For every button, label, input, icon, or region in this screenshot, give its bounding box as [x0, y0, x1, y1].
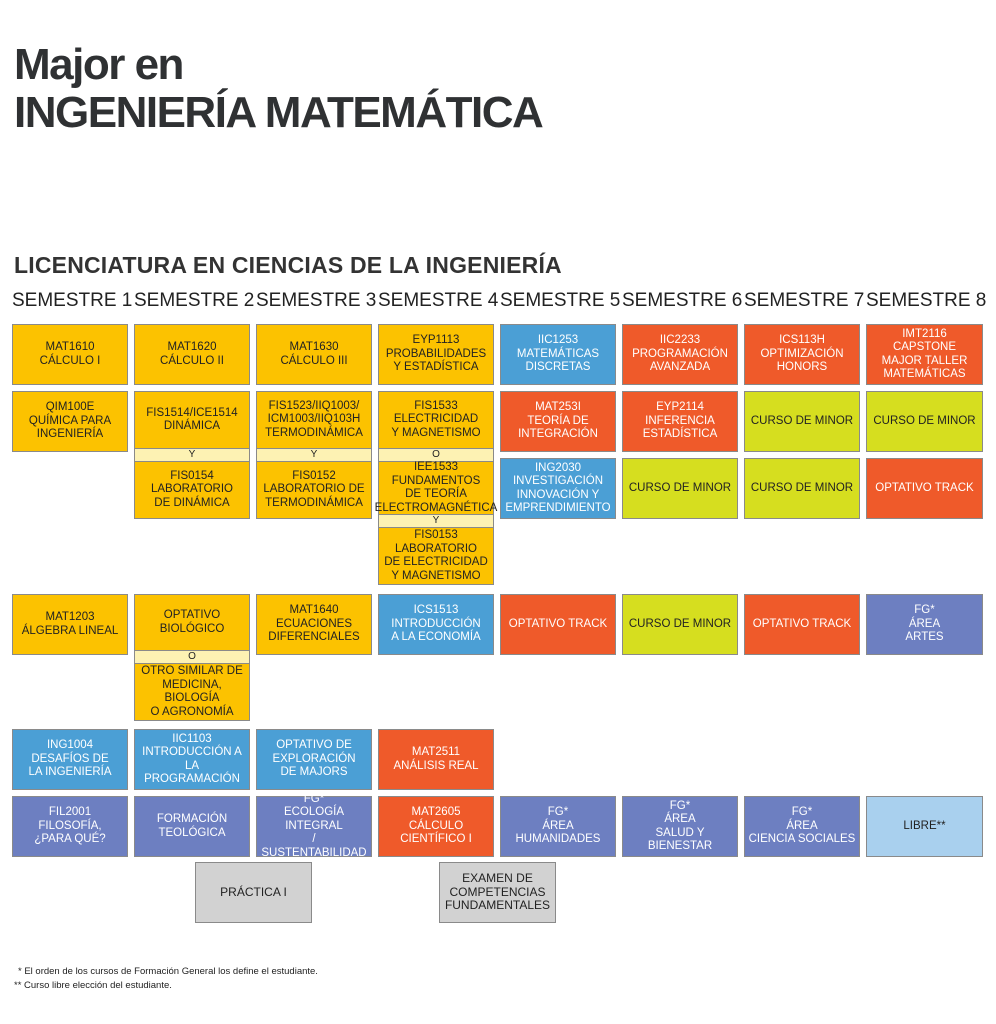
course-box: FIS0152 LABORATORIO DE TERMODINÁMICA	[256, 461, 372, 519]
course-box: CURSO DE MINOR	[622, 458, 738, 519]
course-box: FG* ÁREA CIENCIA SOCIALES	[744, 796, 860, 857]
semester-header-1: SEMESTRE 1	[12, 290, 133, 311]
course-box: OPTATIVO TRACK	[500, 594, 616, 655]
title-line-2: INGENIERÍA MATEMÁTICA	[14, 88, 543, 137]
footnote-2: ** Curso libre elección del estudiante.	[14, 980, 172, 991]
course-box: FIS0154 LABORATORIO DE DINÁMICA	[134, 461, 250, 519]
semester-header-8: SEMESTRE 8	[866, 290, 987, 311]
course-box: OPTATIVO BIOLÓGICO	[134, 594, 250, 651]
course-box: IMT2116 CAPSTONE MAJOR TALLER MATEMÁTICAS	[866, 324, 983, 385]
title-line-1: Major en	[14, 40, 183, 89]
course-box: MAT2605 CÁLCULO CIENTÍFICO I	[378, 796, 494, 857]
course-box: FG* ÁREA ARTES	[866, 594, 983, 655]
course-box: OPTATIVO TRACK	[866, 458, 983, 519]
semester-header-5: SEMESTRE 5	[500, 290, 621, 311]
course-box: FIS1523/IIQ1003/ ICM1003/IIQ103H TERMODINÁMICA	[256, 391, 372, 449]
semester-header-7: SEMESTRE 7	[744, 290, 865, 311]
course-box: IIC2233 PROGRAMACIÓN AVANZADA	[622, 324, 738, 385]
course-box: OPTATIVO TRACK	[744, 594, 860, 655]
exam-box: EXAMEN DE COMPETENCIAS FUNDAMENTALES	[439, 862, 556, 923]
course-box: CURSO DE MINOR	[622, 594, 738, 655]
course-box: QIM100E QUÍMICA PARA INGENIERÍA	[12, 391, 128, 452]
course-box: MAT1610 CÁLCULO I	[12, 324, 128, 385]
course-box: FIS1514/ICE1514 DINÁMICA	[134, 391, 250, 449]
course-box: FIL2001 FILOSOFÍA, ¿PARA QUÉ?	[12, 796, 128, 857]
course-box: FIS0153 LABORATORIO DE ELECTRICIDAD Y MAGNETISMO	[378, 527, 494, 585]
or-connector: O	[134, 651, 250, 663]
or-connector: O	[378, 449, 494, 461]
course-box: ING2030 INVESTIGACIÓN INNOVACIÓN Y EMPRENDIMIENTO	[500, 458, 616, 519]
course-box: CURSO DE MINOR	[744, 458, 860, 519]
subtitle: LICENCIATURA EN CIENCIAS DE LA INGENIERÍA	[14, 252, 562, 278]
course-box: IIC1103 INTRODUCCIÓN A LA PROGRAMACIÓN	[134, 729, 250, 790]
practica-box: PRÁCTICA I	[195, 862, 312, 923]
course-box: FG* ÁREA HUMANIDADES	[500, 796, 616, 857]
course-box: EYP2114 INFERENCIA ESTADÍSTICA	[622, 391, 738, 452]
course-box: ICS113H OPTIMIZACIÓN HONORS	[744, 324, 860, 385]
course-box: MAT1620 CÁLCULO II	[134, 324, 250, 385]
course-box: IIC1253 MATEMÁTICAS DISCRETAS	[500, 324, 616, 385]
course-box: MAT253I TEORÍA DE INTEGRACIÓN	[500, 391, 616, 452]
semester-header-3: SEMESTRE 3	[256, 290, 377, 311]
semester-header-4: SEMESTRE 4	[378, 290, 499, 311]
and-connector: Y	[256, 449, 372, 461]
footnote-1: * El orden de los cursos de Formación General los define el estudiante.	[18, 966, 318, 977]
course-box: CURSO DE MINOR	[744, 391, 860, 452]
course-box: MAT2511 ANÁLISIS REAL	[378, 729, 494, 790]
course-box: OTRO SIMILAR DE MEDICINA, BIOLOGÍA O AGRONOMÍA	[134, 663, 250, 721]
course-box: CURSO DE MINOR	[866, 391, 983, 452]
and-connector: Y	[378, 515, 494, 527]
course-box: EYP1113 PROBABILIDADES Y ESTADÍSTICA	[378, 324, 494, 385]
semester-header-6: SEMESTRE 6	[622, 290, 743, 311]
course-box: IEE1533 FUNDAMENTOS DE TEORÍA ELECTROMAGNÉTICA	[374, 461, 498, 514]
course-box: FORMACIÓN TEOLÓGICA	[134, 796, 250, 857]
course-box: ING1004 DESAFÍOS DE LA INGENIERÍA	[12, 729, 128, 790]
and-connector: Y	[134, 449, 250, 461]
course-box: MAT1203 ÁLGEBRA LINEAL	[12, 594, 128, 655]
course-box: OPTATIVO DE EXPLORACIÓN DE MAJORS	[256, 729, 372, 790]
course-box: FG* ÁREA SALUD Y BIENESTAR	[622, 796, 738, 857]
course-box: MAT1630 CÁLCULO III	[256, 324, 372, 385]
semester-header-2: SEMESTRE 2	[134, 290, 255, 311]
course-box: ICS1513 INTRODUCCIÓN A LA ECONOMÍA	[378, 594, 494, 655]
course-box: MAT1640 ECUACIONES DIFERENCIALES	[256, 594, 372, 655]
course-box: FIS1533 ELECTRICIDAD Y MAGNETISMO	[378, 391, 494, 449]
course-box: FG* ECOLOGÍA INTEGRAL / SUSTENTABILIDAD	[256, 796, 372, 857]
course-box: LIBRE**	[866, 796, 983, 857]
